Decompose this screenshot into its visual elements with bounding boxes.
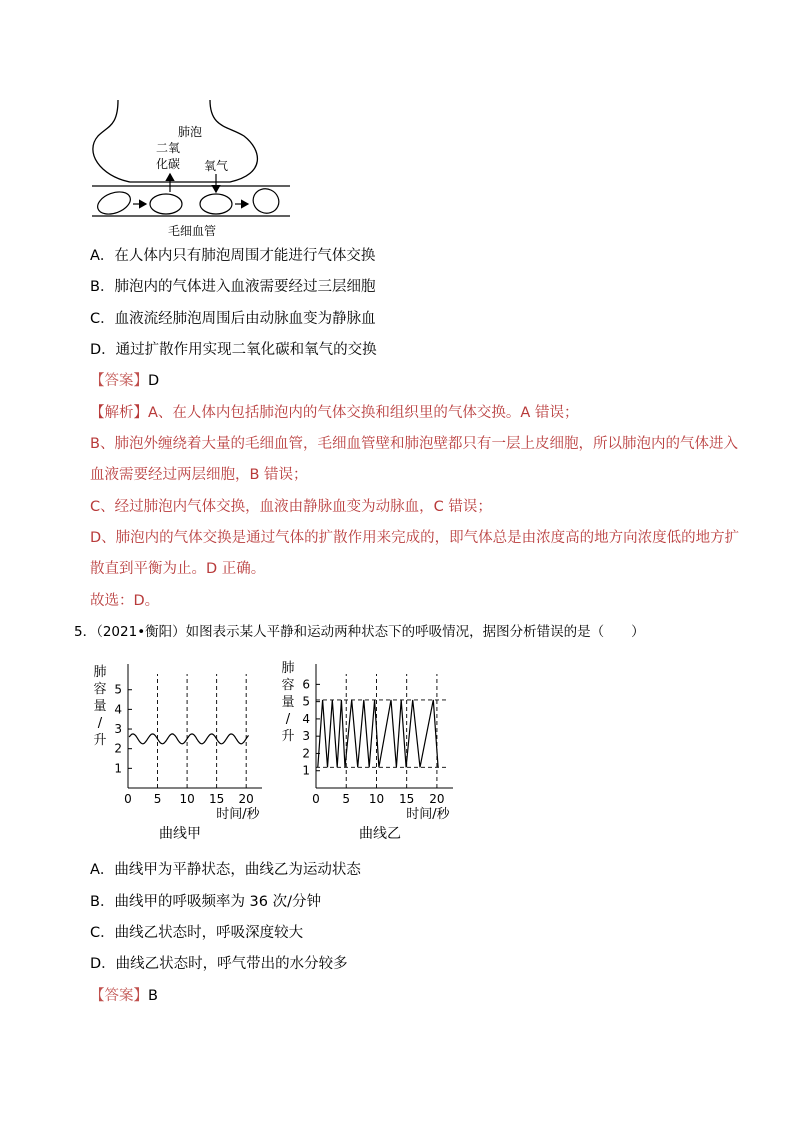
q5-option-a: A．曲线甲为平静状态，曲线乙为运动状态	[90, 862, 361, 878]
x-axis-label: 时间/秒	[406, 807, 450, 822]
y-axis-label-char: 肺	[93, 665, 107, 680]
series-line	[129, 734, 248, 744]
series-line	[318, 700, 438, 767]
q4-analysis-line-6: 散直到平衡为止。D 正确。	[90, 561, 266, 577]
q4-option-d: D．通过扩散作用实现二氧化碳和氧气的交换	[90, 342, 377, 358]
x-tick-label: 15	[208, 792, 225, 806]
y-tick-label: 3	[302, 729, 310, 744]
y-axis-label-char: 量	[93, 699, 107, 714]
chart-jia	[88, 658, 278, 848]
o2-label: 氧气	[204, 159, 229, 173]
y-tick-label: 2	[114, 741, 122, 756]
q4-analysis-line-2: B、肺泡外缠绕着大量的毛细血管，毛细血管壁和肺泡壁都只有一层上皮细胞，所以肺泡内的气体进入	[90, 436, 738, 452]
x-tick-label: 0	[312, 792, 320, 806]
x-axis-label: 时间/秒	[216, 807, 260, 822]
co2-label-line2: 化碳	[156, 157, 181, 171]
y-tick-label: 5	[302, 694, 310, 709]
co2-label-line1: 二氧	[156, 141, 181, 155]
answer-tag: 【答案】	[90, 373, 148, 389]
answer-value: B	[148, 988, 158, 1004]
x-tick-label: 10	[179, 792, 195, 806]
blood-cell	[150, 194, 182, 214]
q5-answer	[90, 986, 158, 1006]
alveolus-label: 肺泡	[178, 125, 203, 139]
answer-tag: 【答案】	[90, 988, 148, 1004]
q5-option-d: D．曲线乙状态时，呼气带出的水分较多	[90, 956, 348, 972]
q5-stem: 5．（2021•衡阳）如图表示某人平静和运动两种状态下的呼吸情况，据图分析错误的是（ ）	[74, 624, 645, 640]
q4-conclusion: 故选：D。	[90, 593, 160, 609]
y-axis-label-char: 升	[281, 729, 295, 744]
y-tick-label: 1	[114, 761, 122, 776]
x-tick-label: 5	[342, 792, 351, 806]
q4-answer	[90, 371, 159, 391]
blood-cell	[249, 185, 283, 218]
y-tick-label: 1	[302, 763, 310, 778]
x-tick-label: 0	[124, 792, 132, 806]
q4-option-a: A．在人体内只有肺泡周围才能进行气体交换	[90, 248, 376, 264]
blood-cell	[200, 194, 232, 214]
q4-analysis-line-3: 血液需要经过两层细胞，B 错误；	[90, 467, 308, 483]
q5-option-b: B．曲线甲的呼吸频率为 36 次/分钟	[90, 894, 322, 910]
x-tick-label: 20	[429, 792, 445, 806]
q5-option-c: C．曲线乙状态时，呼吸深度较大	[90, 925, 304, 941]
alveolus-diagram	[90, 96, 300, 238]
y-axis-label-char: 容	[281, 678, 295, 693]
x-tick-label: 15	[399, 792, 415, 806]
q4-option-c: C．血液流经肺泡周围后由动脉血变为静脉血	[90, 311, 376, 327]
y-tick-label: 3	[114, 722, 122, 737]
y-tick-label: 5	[114, 682, 122, 697]
analysis-tag: 【解析】	[90, 405, 148, 421]
y-axis-label-char: 容	[93, 682, 107, 697]
y-axis-label-char: 肺	[281, 661, 295, 676]
y-axis-label-char: /	[285, 712, 291, 727]
y-axis-label-char: /	[97, 716, 103, 731]
y-tick-label: 4	[114, 702, 122, 717]
q4-analysis-line-4: C、经过肺泡内气体交换，血液由静脉血变为动脉血，C 错误；	[90, 499, 492, 515]
q4-option-b: B．肺泡内的气体进入血液需要经过三层细胞	[90, 279, 376, 295]
x-tick-label: 10	[368, 792, 385, 806]
chart-yi	[276, 658, 476, 848]
x-tick-label: 20	[238, 792, 254, 806]
y-tick-label: 6	[302, 677, 310, 692]
q4-analysis-line-5: D、肺泡内的气体交换是通过气体的扩散作用来完成的，即气体总是由浓度高的地方向浓度低的地方扩	[90, 530, 740, 546]
y-axis-label-char: 升	[93, 733, 107, 748]
y-tick-label: 4	[302, 711, 310, 726]
capillary-label: 毛细血管	[168, 224, 217, 238]
y-tick-label: 2	[302, 746, 310, 761]
analysis-text: A、在人体内包括肺泡内的气体交换和组织里的气体交换。A 错误；	[148, 405, 579, 421]
x-tick-label: 5	[153, 792, 162, 806]
chart-title: 曲线乙	[359, 826, 401, 842]
answer-value: D	[148, 373, 160, 389]
y-axis-label-char: 量	[281, 695, 295, 710]
q4-analysis-line-1	[90, 403, 578, 423]
chart-title: 曲线甲	[159, 826, 201, 842]
blood-cell	[95, 188, 134, 218]
